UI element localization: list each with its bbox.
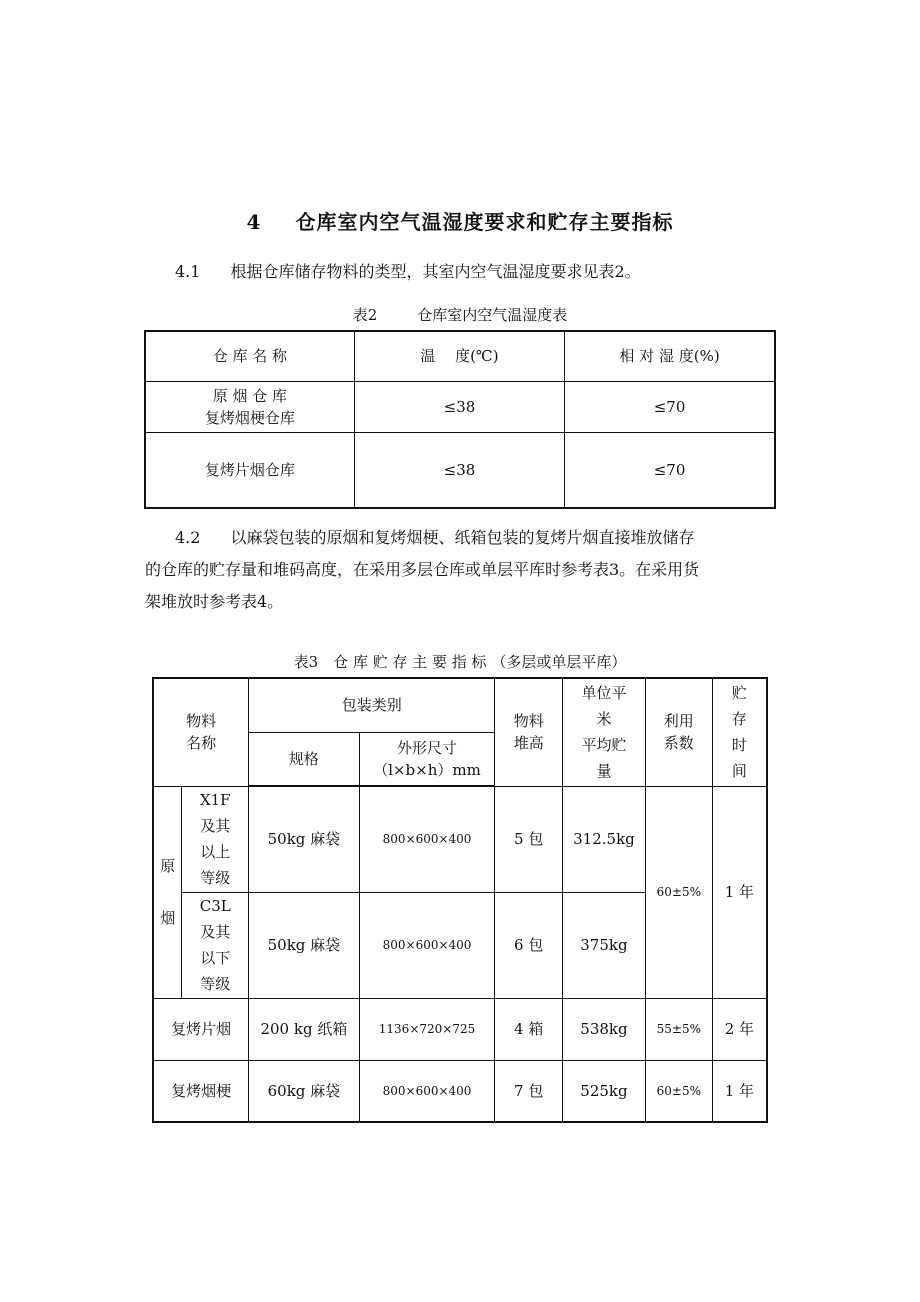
clause-number: 4.1 — [175, 262, 201, 281]
section-number: 4 — [246, 210, 262, 234]
humidity-value: ≤70 — [565, 381, 775, 432]
header-stack-height: 物料 堆高 — [495, 678, 563, 786]
header-spec: 规格 — [249, 732, 360, 786]
section-title: 仓库室内空气温湿度要求和贮存主要指标 — [295, 210, 674, 234]
warehouse-name: 原 烟 仓 库 — [212, 386, 288, 405]
material-name: 复烤烟梗 — [153, 1060, 249, 1122]
table2-header-cell: 温 度(℃) — [354, 331, 564, 381]
utilization-value: 60±5% — [645, 786, 712, 998]
table3-header-row — [153, 678, 767, 732]
table2 — [144, 330, 776, 509]
table-row — [145, 432, 775, 508]
warehouse-name: 复烤片烟仓库 — [145, 432, 354, 508]
paragraph-4-2 — [145, 522, 785, 618]
dimension-value: 800×600×400 — [359, 892, 495, 998]
warehouse-name: 复烤烟梗仓库 — [204, 408, 295, 427]
table2-caption-number: 表2 — [352, 306, 378, 324]
table-row — [145, 381, 775, 432]
table2-header-cell: 仓 库 名 称 — [145, 331, 354, 381]
storage-time-value: 1 年 — [712, 1060, 767, 1122]
paragraph-line: 的仓库的贮存量和堆码高度，在采用多层仓库或单层平库时参考表3。在采用货 — [145, 560, 700, 579]
temperature-value: ≤38 — [354, 432, 564, 508]
header-material-name: 物料 名称 — [153, 678, 249, 786]
spec-value: 50kg 麻袋 — [249, 892, 360, 998]
avg-storage-value: 538kg — [563, 998, 646, 1060]
material-name: 复烤片烟 — [153, 998, 249, 1060]
spec-value: 60kg 麻袋 — [249, 1060, 360, 1122]
grade-cell: C3L 及其 以下 等级 — [182, 892, 249, 998]
header-packaging: 包装类别 — [249, 678, 495, 732]
table2-caption-title: 仓库室内空气温湿度表 — [417, 306, 568, 324]
temperature-value: ≤38 — [354, 381, 564, 432]
stack-height-value: 5 包 — [495, 786, 563, 892]
table2-caption — [0, 304, 920, 325]
table-row — [153, 786, 767, 892]
storage-time-value: 1 年 — [712, 786, 767, 998]
dimension-value: 800×600×400 — [359, 786, 495, 892]
clause-text: 根据仓库储存物料的类型，其室内空气温湿度要求见表2。 — [230, 262, 641, 281]
avg-storage-value: 312.5kg — [563, 786, 646, 892]
humidity-value: ≤70 — [565, 432, 775, 508]
table2-header-cell: 相 对 湿 度(%) — [565, 331, 775, 381]
dimension-value: 800×600×400 — [359, 1060, 495, 1122]
stack-height-value: 7 包 — [495, 1060, 563, 1122]
grade-cell: X1F 及其 以上 等级 — [182, 786, 249, 892]
table-row — [153, 998, 767, 1060]
spec-value: 50kg 麻袋 — [249, 786, 360, 892]
storage-time-value: 2 年 — [712, 998, 767, 1060]
paragraph-4-1 — [145, 256, 785, 288]
raw-tobacco-group: 原 烟 — [153, 786, 182, 998]
header-avg-storage: 单位平 米 平均贮 量 — [563, 678, 646, 786]
header-dimension: 外形尺寸 （l×b×h）mm — [359, 732, 495, 786]
stack-height-value: 4 箱 — [495, 998, 563, 1060]
utilization-value: 55±5% — [645, 998, 712, 1060]
avg-storage-value: 525kg — [563, 1060, 646, 1122]
stack-height-value: 6 包 — [495, 892, 563, 998]
avg-storage-value: 375kg — [563, 892, 646, 998]
header-utilization: 利用 系数 — [645, 678, 712, 786]
table2-header-row — [145, 331, 775, 381]
utilization-value: 60±5% — [645, 1060, 712, 1122]
header-storage-time: 贮 存 时 间 — [712, 678, 767, 786]
paragraph-line: 4.2 以麻袋包装的原烟和复烤烟梗、纸箱包装的复烤片烟直接堆放储存 — [175, 528, 695, 547]
clause-number: 4.2 — [175, 528, 201, 547]
spec-value: 200 kg 纸箱 — [249, 998, 360, 1060]
table3 — [152, 677, 768, 1123]
table3-caption: 表3 仓 库 贮 存 主 要 指 标 （多层或单层平库） — [293, 653, 627, 671]
table-row — [153, 1060, 767, 1122]
paragraph-line: 架堆放时参考表4。 — [145, 592, 284, 611]
section-heading — [0, 206, 920, 235]
warehouse-name-cell — [145, 381, 354, 432]
dimension-value: 1136×720×725 — [359, 998, 495, 1060]
